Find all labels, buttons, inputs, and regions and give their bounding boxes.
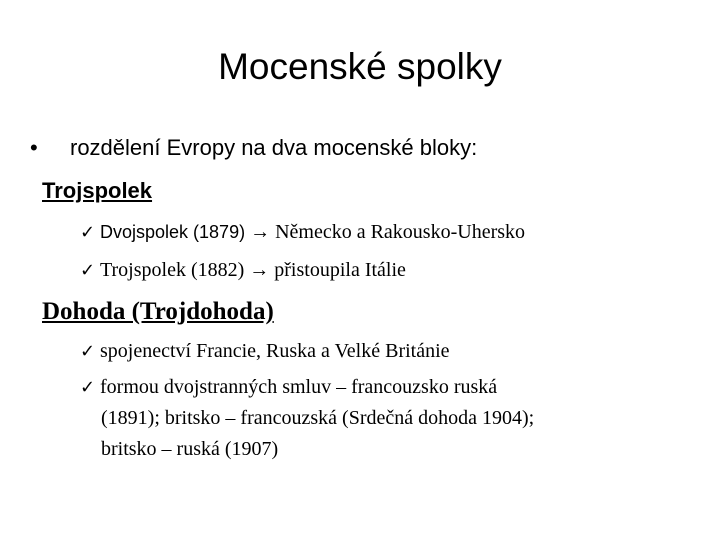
list-item-text: Trojspolek (1882) → přistoupila Itálie — [100, 259, 406, 281]
checkmark-icon: ✓ — [80, 222, 96, 243]
bullet-text: rozdělení Evropy na dva mocenské bloky: — [70, 135, 478, 160]
checkmark-icon: ✓ — [80, 260, 96, 281]
list-item-continuation: (1891); britsko – francouzská (Srdečná dohoda 1904); — [101, 407, 535, 429]
list-item-text: formou dvojstranných smluv – francouzsko ruská — [100, 376, 498, 398]
list-item-continuation: britsko – ruská (1907) — [101, 438, 279, 460]
main-bullet — [30, 133, 477, 163]
checkmark-icon: ✓ — [80, 377, 96, 398]
list-item — [80, 256, 406, 285]
slide-title: Mocenské spolky — [218, 46, 502, 87]
section-heading-dohoda: Dohoda (Trojdohoda) — [42, 298, 274, 325]
bullet-icon: • — [30, 135, 38, 160]
list-item — [80, 337, 450, 366]
checkmark-icon: ✓ — [80, 341, 96, 362]
section-heading-trojspolek: Trojspolek — [42, 178, 153, 203]
list-item — [80, 218, 525, 247]
list-item-text-sans: Dvojspolek (1879) — [100, 222, 246, 242]
list-item-text: → Německo a Rakousko-Uhersko — [245, 221, 526, 243]
list-item — [80, 373, 497, 402]
list-item-text: spojenectví Francie, Ruska a Velké Británie — [100, 340, 450, 362]
